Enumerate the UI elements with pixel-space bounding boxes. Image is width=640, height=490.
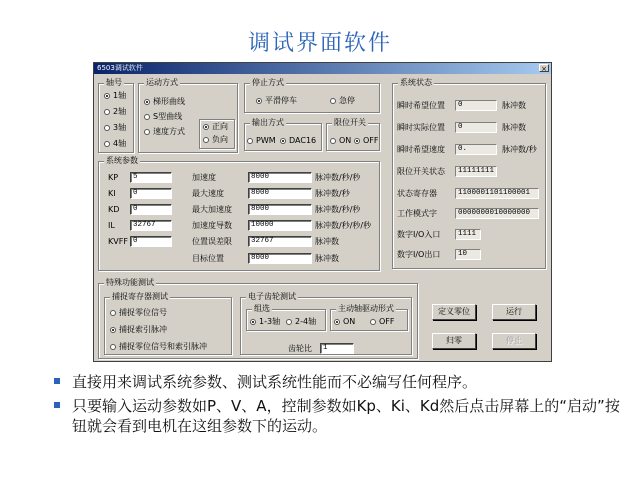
axis-radio-2[interactable]: 2轴	[104, 107, 126, 117]
output-pwm[interactable]: PWM	[247, 136, 276, 146]
radio-selected-icon	[250, 319, 256, 325]
stop-group-caption: 停止方式	[252, 78, 284, 87]
pos-error-label: 位置误差限	[192, 237, 232, 246]
gear-pair-1-3[interactable]: 1-3轴	[250, 317, 280, 327]
direction-forward[interactable]: 正向	[203, 122, 228, 132]
gear-ratio-input[interactable]: 1	[320, 343, 354, 354]
capture-index[interactable]: 捕捉索引脉冲	[110, 325, 167, 335]
motion-s-curve[interactable]: S型曲线	[144, 112, 182, 122]
pos-error-unit: 脉冲数	[315, 237, 339, 246]
radio-icon	[330, 138, 336, 144]
radio-icon	[104, 109, 110, 115]
debug-window	[93, 62, 552, 362]
gain-label-kvff: KVFF	[108, 237, 128, 246]
desired-pos-label: 瞬时希望位置	[397, 101, 445, 110]
stop-emergency[interactable]: 急停	[330, 96, 355, 106]
bullet-list	[54, 372, 624, 440]
motion-velocity[interactable]: 速度方式	[144, 127, 185, 137]
digital-in-value: 1111	[455, 229, 481, 240]
max-accel-label: 最大加速度	[192, 205, 232, 214]
home-button[interactable]: 归零	[432, 333, 476, 349]
gear-group-caption: 电子齿轮测试	[248, 292, 296, 301]
stop-smooth[interactable]: 平滑停车	[256, 96, 297, 106]
radio-selected-icon	[110, 327, 116, 333]
desired-pos-value: 0	[455, 100, 497, 111]
accel-label: 加速度	[192, 173, 216, 182]
stop-button[interactable]: 停止	[492, 333, 536, 349]
digital-out-value: 10	[455, 249, 481, 260]
jerk-label: 加速度导数	[192, 221, 232, 230]
params-group-caption: 系统参数	[106, 156, 138, 165]
window-title: 6503调试软件	[97, 64, 143, 72]
radio-icon	[370, 319, 376, 325]
limit-group-caption: 限位开关	[334, 118, 366, 127]
run-button[interactable]: 运行	[492, 304, 536, 320]
gear-pair-2-4[interactable]: 2-4轴	[286, 317, 316, 327]
pos-error-input[interactable]: 32767	[248, 236, 312, 247]
accel-input[interactable]: 8000	[248, 172, 312, 183]
limit-state-label: 限位开关状态	[397, 167, 445, 176]
gain-label-kp: KP	[108, 173, 119, 182]
radio-icon	[144, 129, 150, 135]
radio-selected-icon	[354, 138, 360, 144]
capture-group-caption: 捕捉寄存器测试	[112, 292, 168, 301]
limit-on[interactable]: ON	[330, 136, 351, 146]
radio-icon	[110, 310, 116, 316]
capture-zero[interactable]: 捕捉零位信号	[110, 308, 167, 318]
radio-icon	[286, 319, 292, 325]
bullet-item	[54, 372, 624, 392]
gain-input-kd[interactable]: 0	[130, 204, 172, 215]
gain-label-ki: KI	[108, 189, 116, 198]
gear-axis-pair-caption: 组选	[254, 304, 270, 313]
max-accel-unit: 脉冲数/秒/秒	[315, 205, 361, 214]
work-mode-label: 工作模式字	[397, 209, 437, 218]
gain-input-ki[interactable]: 0	[130, 188, 172, 199]
gain-label-il: IL	[108, 221, 115, 230]
limit-state-value: 11111111	[455, 166, 497, 177]
actual-pos-label: 瞬时实际位置	[397, 123, 445, 132]
motion-group-caption: 运动方式	[146, 78, 178, 87]
desired-speed-label: 瞬时希望速度	[397, 145, 445, 154]
target-pos-input[interactable]: 8000	[248, 253, 312, 264]
jerk-input[interactable]: 10000	[248, 220, 312, 231]
bullet-square-icon	[54, 402, 60, 408]
output-dac16[interactable]: DAC16	[280, 136, 316, 146]
motion-trapezoid[interactable]: 梯形曲线	[144, 97, 185, 107]
radio-icon	[330, 98, 336, 104]
radio-selected-icon	[104, 93, 110, 99]
window-titlebar	[94, 63, 551, 74]
direction-reverse[interactable]: 负向	[203, 135, 228, 145]
radio-icon	[247, 138, 253, 144]
radio-selected-icon	[280, 138, 286, 144]
gain-input-kvff[interactable]: 0	[130, 236, 172, 247]
gain-input-il[interactable]: 32767	[130, 220, 172, 231]
bullet-text: 直接用来调试系统参数、测试系统性能而不必编写任何程序。	[72, 373, 478, 391]
radio-icon	[104, 125, 110, 131]
max-accel-input[interactable]: 8000	[248, 204, 312, 215]
max-speed-unit: 脉冲数/秒	[315, 189, 350, 198]
digital-in-label: 数字I/O入口	[397, 230, 441, 239]
limit-off[interactable]: OFF	[354, 136, 379, 146]
special-group-caption: 特殊功能测试	[106, 278, 154, 287]
work-mode-value: 0000000010000000	[455, 208, 539, 219]
actual-pos-unit: 脉冲数	[502, 123, 526, 132]
digital-out-label: 数字I/O出口	[397, 250, 441, 259]
jerk-unit: 脉冲数/秒/秒/秒	[315, 221, 372, 230]
axis-group-caption: 轴号	[106, 78, 122, 87]
max-speed-input[interactable]: 8000	[248, 188, 312, 199]
status-reg-value: 1100001101100001	[455, 188, 539, 199]
radio-icon	[110, 344, 116, 350]
desired-speed-value: 0.	[455, 144, 497, 155]
actual-pos-value: 0	[455, 122, 497, 133]
target-pos-label: 目标位置	[192, 254, 224, 263]
master-drive-caption: 主动轴驱动形式	[338, 304, 394, 313]
slide-title: 调试界面软件	[247, 31, 392, 56]
set-zero-button[interactable]: 定义零位	[432, 304, 476, 320]
radio-selected-icon	[203, 124, 209, 130]
radio-icon	[144, 114, 150, 120]
axis-radio-4[interactable]: 4轴	[104, 139, 126, 149]
accel-unit: 脉冲数/秒/秒	[315, 173, 361, 182]
master-on[interactable]: ON	[334, 317, 355, 327]
desired-pos-unit: 脉冲数	[502, 101, 526, 110]
master-off[interactable]: OFF	[370, 317, 395, 327]
status-group-caption: 系统状态	[400, 78, 432, 87]
radio-selected-icon	[144, 99, 150, 105]
axis-radio-1[interactable]: 1轴	[104, 91, 126, 101]
max-speed-label: 最大速度	[192, 189, 224, 198]
gain-input-kp[interactable]: 5	[130, 172, 172, 183]
radio-icon	[203, 137, 209, 143]
output-group-caption: 输出方式	[252, 118, 284, 127]
radio-selected-icon	[256, 98, 262, 104]
axis-radio-3[interactable]: 3轴	[104, 123, 126, 133]
capture-both[interactable]: 捕捉零位信号和索引脉冲	[110, 342, 207, 352]
radio-selected-icon	[334, 319, 340, 325]
gain-label-kd: KD	[108, 205, 120, 214]
bullet-text: 只要输入运动参数如P、V、A，控制参数如Kp、Ki、Kd然后点击屏幕上的“启动”按钮就会看到电机在这组参数下的运动。	[72, 397, 620, 435]
bullet-square-icon	[54, 378, 60, 384]
close-icon[interactable]: ×	[539, 64, 549, 72]
gear-ratio-label: 齿轮比	[288, 344, 312, 353]
bullet-item	[54, 396, 624, 436]
desired-speed-unit: 脉冲数/秒	[502, 145, 537, 154]
radio-icon	[104, 141, 110, 147]
target-pos-unit: 脉冲数	[315, 254, 339, 263]
status-reg-label: 状态寄存器	[397, 189, 437, 198]
